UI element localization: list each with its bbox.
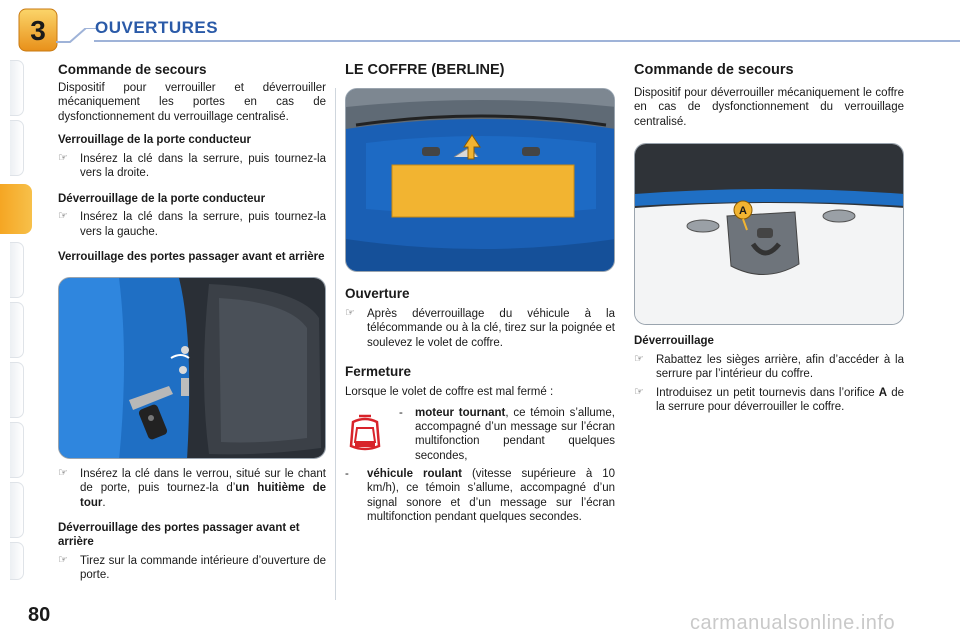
bullet-item	[345, 307, 615, 350]
pointer-icon: ☞	[58, 151, 68, 164]
chapter-number: 3	[30, 15, 46, 46]
subsection-title: Déverrouillage de la porte conducteur	[58, 192, 266, 205]
header-rule	[94, 40, 960, 42]
bullet-text: Insérez la clé dans la serrure, puis tournez-la vers la droite.	[80, 152, 326, 180]
column-right	[634, 62, 904, 414]
open-trunk-warning-icon	[345, 406, 393, 464]
dash-mark: -	[345, 468, 349, 480]
bullet-item	[634, 386, 904, 415]
bullet-item	[58, 467, 326, 510]
side-tab[interactable]	[10, 242, 24, 298]
subsection-title-closing: Fermeture	[345, 364, 412, 380]
watermark: carmanualsonline.info	[690, 612, 896, 634]
bullet-text: Rabattez les sièges arrière, afin d’accéder à la serrure par l’intérieur du coffre.	[656, 353, 904, 381]
pointer-icon: ☞	[634, 385, 644, 398]
pointer-icon: ☞	[58, 210, 68, 223]
pointer-icon: ☞	[634, 352, 644, 365]
pointer-icon: ☞	[58, 467, 68, 480]
dash-text: moteur tournant, ce témoin s’allume, accompagné d’un message sur l’écran multifonction pendant quelques secondes,	[415, 406, 615, 462]
bullet-item	[58, 554, 326, 583]
side-tab[interactable]	[10, 542, 24, 580]
page-number: 80	[28, 604, 51, 626]
bullet-text: Insérez la clé dans le verrou, situé sur le chant de porte, puis tournez-la d’un huitième de tour.	[80, 468, 326, 509]
page-header	[0, 0, 960, 56]
bullet-text: Insérez la clé dans la serrure, puis tournez-la vers la gauche.	[80, 211, 326, 238]
chapter-title: OUVERTURES	[95, 18, 219, 37]
subsection-title: Déverrouillage	[634, 335, 714, 348]
intro-text: Dispositif pour déverrouiller mécaniquement le coffre en cas de dysfonctionnement du verrouillage centralisé.	[634, 87, 904, 128]
header-swoosh	[56, 28, 96, 44]
bullet-text: Introduisez un petit tournevis dans l’orifice A de la serrure pour déverrouiller le coffre.	[656, 386, 904, 414]
bullet-item	[58, 210, 326, 239]
dash-item	[345, 467, 615, 525]
column-divider	[335, 88, 336, 600]
section-title-emergency-control: Commande de secours	[58, 62, 207, 77]
bullet-text: Tirez sur la commande intérieure d’ouverture de porte.	[80, 554, 326, 582]
subsection-title: Verrouillage des portes passager avant et arrière	[58, 251, 325, 264]
column-left	[58, 62, 326, 582]
closing-intro: Lorsque le volet de coffre est mal fermé :	[345, 386, 554, 399]
warning-block	[345, 406, 615, 464]
dash-text: véhicule roulant (vitesse supérieure à 10 km/h), ce témoin s’allume, accompagné d’un signal sonore et d’un message sur l’écran multifonction pendant quelques secondes.	[367, 468, 615, 524]
chapter-number-badge	[18, 8, 58, 52]
bullet-item	[634, 353, 904, 382]
trunk-handle-photo	[345, 88, 615, 272]
side-tab[interactable]	[10, 422, 24, 478]
column-middle	[345, 62, 615, 525]
pointer-icon: ☞	[58, 553, 68, 566]
side-tab[interactable]	[10, 60, 24, 116]
subsection-title-opening: Ouverture	[345, 286, 410, 301]
section-title-emergency-trunk: Commande de secours	[634, 62, 794, 78]
pointer-icon: ☞	[345, 307, 355, 319]
bullet-item	[58, 152, 326, 181]
door-lock-photo	[58, 277, 326, 459]
side-tab-strip	[0, 60, 34, 580]
section-title-trunk: LE COFFRE (BERLINE)	[345, 62, 505, 78]
intro-text: Dispositif pour verrouiller et déverrouiller mécaniquement les portes en cas de dysfonctionnement du verrouillage centralisé.	[58, 82, 326, 123]
trunk-lock-photo	[634, 143, 904, 325]
side-tab[interactable]	[10, 482, 24, 538]
side-tab[interactable]	[10, 362, 24, 418]
bullet-text: Après déverrouillage du véhicule à la télécommande ou à la clé, tirez sur la poignée et soulevez le volet de coffre.	[367, 308, 615, 349]
dash-item	[393, 406, 615, 464]
point-a-label: A	[739, 205, 747, 218]
dash-mark: -	[399, 406, 403, 419]
subsection-title: Déverrouillage des portes passager avant et arrière	[58, 522, 300, 548]
side-tab-active[interactable]	[0, 184, 32, 234]
subsection-title: Verrouillage de la porte conducteur	[58, 134, 251, 147]
side-tab[interactable]	[10, 302, 24, 358]
side-tab[interactable]	[10, 120, 24, 176]
